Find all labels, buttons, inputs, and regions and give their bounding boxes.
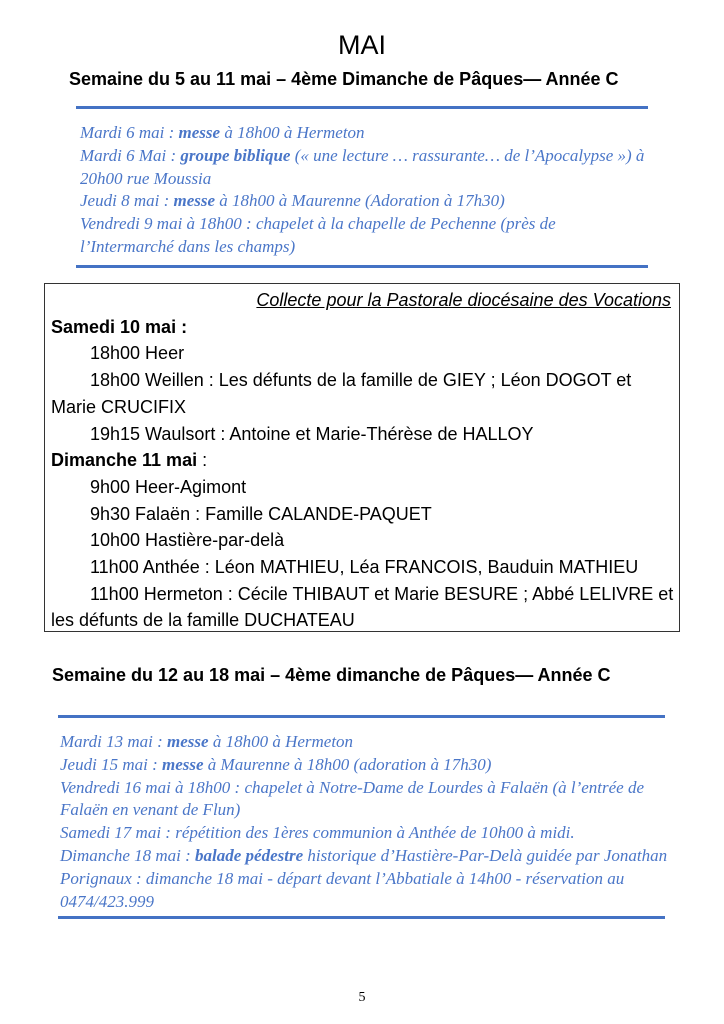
mass-entry: 11h00 Hermeton : Cécile THIBAUT et Marie BESURE ; Abbé LELIVRE et les défunts de la famille DUCHATEAU: [51, 583, 674, 631]
mass-entry: 10h00 Hastière-par-delà: [90, 530, 285, 551]
week1-note: Mardi 6 Mai : groupe biblique (« une lecture … rassurante… de l’Apocalypse ») à 20h00 rue Moussia: [80, 145, 645, 188]
week2-top-rule: [58, 715, 665, 718]
mass-entry: 9h00 Heer-Agimont: [90, 476, 247, 497]
page-number: 5: [358, 990, 366, 1005]
mass-entry: 9h30 Falaën : Famille CALANDE-PAQUET: [90, 503, 432, 524]
week1-bottom-rule: [76, 265, 648, 268]
week1-note: Jeudi 8 mai : messe à 18h00 à Maurenne (Adoration à 17h30): [80, 191, 505, 211]
mass-entry: 11h00 Anthée : Léon MATHIEU, Léa FRANCOIS, Bauduin MATHIEU: [90, 557, 639, 578]
week2-note: Samedi 17 mai : répétition des 1ères communion à Anthée de 10h00 à midi.: [60, 823, 575, 843]
week1-notes: [80, 122, 650, 259]
sunday-heading: Dimanche 11 mai :: [51, 450, 208, 471]
saturday-label: Samedi 10 mai :: [51, 316, 188, 337]
week1-title: Semaine du 5 au 11 mai – 4ème Dimanche de Pâques— Année C: [69, 69, 619, 89]
mass-schedule-box: [44, 283, 680, 632]
sunday-label: Dimanche 11 mai: [51, 450, 198, 471]
week2-notes: [60, 731, 670, 913]
mass-entry: 18h00 Heer: [90, 343, 185, 364]
week2-note: Dimanche 18 mai : balade pédestre historique d’Hastière-Par-Delà guidée par Jonathan Porignaux : dimanche 18 mai - départ devant l’Abbatiale à 14h00 - réservation au 0474/423.999: [60, 845, 668, 911]
week2-note: Mardi 13 mai : messe à 18h00 à Hermeton: [60, 732, 354, 751]
collect-notice: Collecte pour la Pastorale diocésaine des Vocations: [256, 290, 671, 310]
week1-top-rule: [76, 106, 648, 109]
week2-bottom-rule: [58, 916, 665, 919]
mass-entry: 18h00 Weillen : Les défunts de la famille de GIEY ; Léon DOGOT et Marie CRUCIFIX: [51, 370, 632, 417]
week1-note: Mardi 6 mai : messe à 18h00 à Hermeton: [80, 123, 365, 142]
week1-note: Vendredi 9 mai à 18h00 : chapelet à la chapelle de Pechenne (près de l’Intermarché dans les champs): [80, 214, 556, 256]
week2-title: Semaine du 12 au 18 mai – 4ème dimanche de Pâques— Année C: [52, 665, 611, 685]
week2-note: Jeudi 15 mai : messe à Maurenne à 18h00 (adoration à 17h30): [60, 754, 492, 774]
month-heading: MAI: [337, 30, 386, 60]
mass-entry: 19h15 Waulsort : Antoine et Marie-Thérèse de HALLOY: [90, 423, 534, 444]
week2-note: Vendredi 16 mai à 18h00 : chapelet à Notre-Dame de Lourdes à Falaën (à l’entrée de Falaën en venant de Flun): [60, 777, 645, 820]
